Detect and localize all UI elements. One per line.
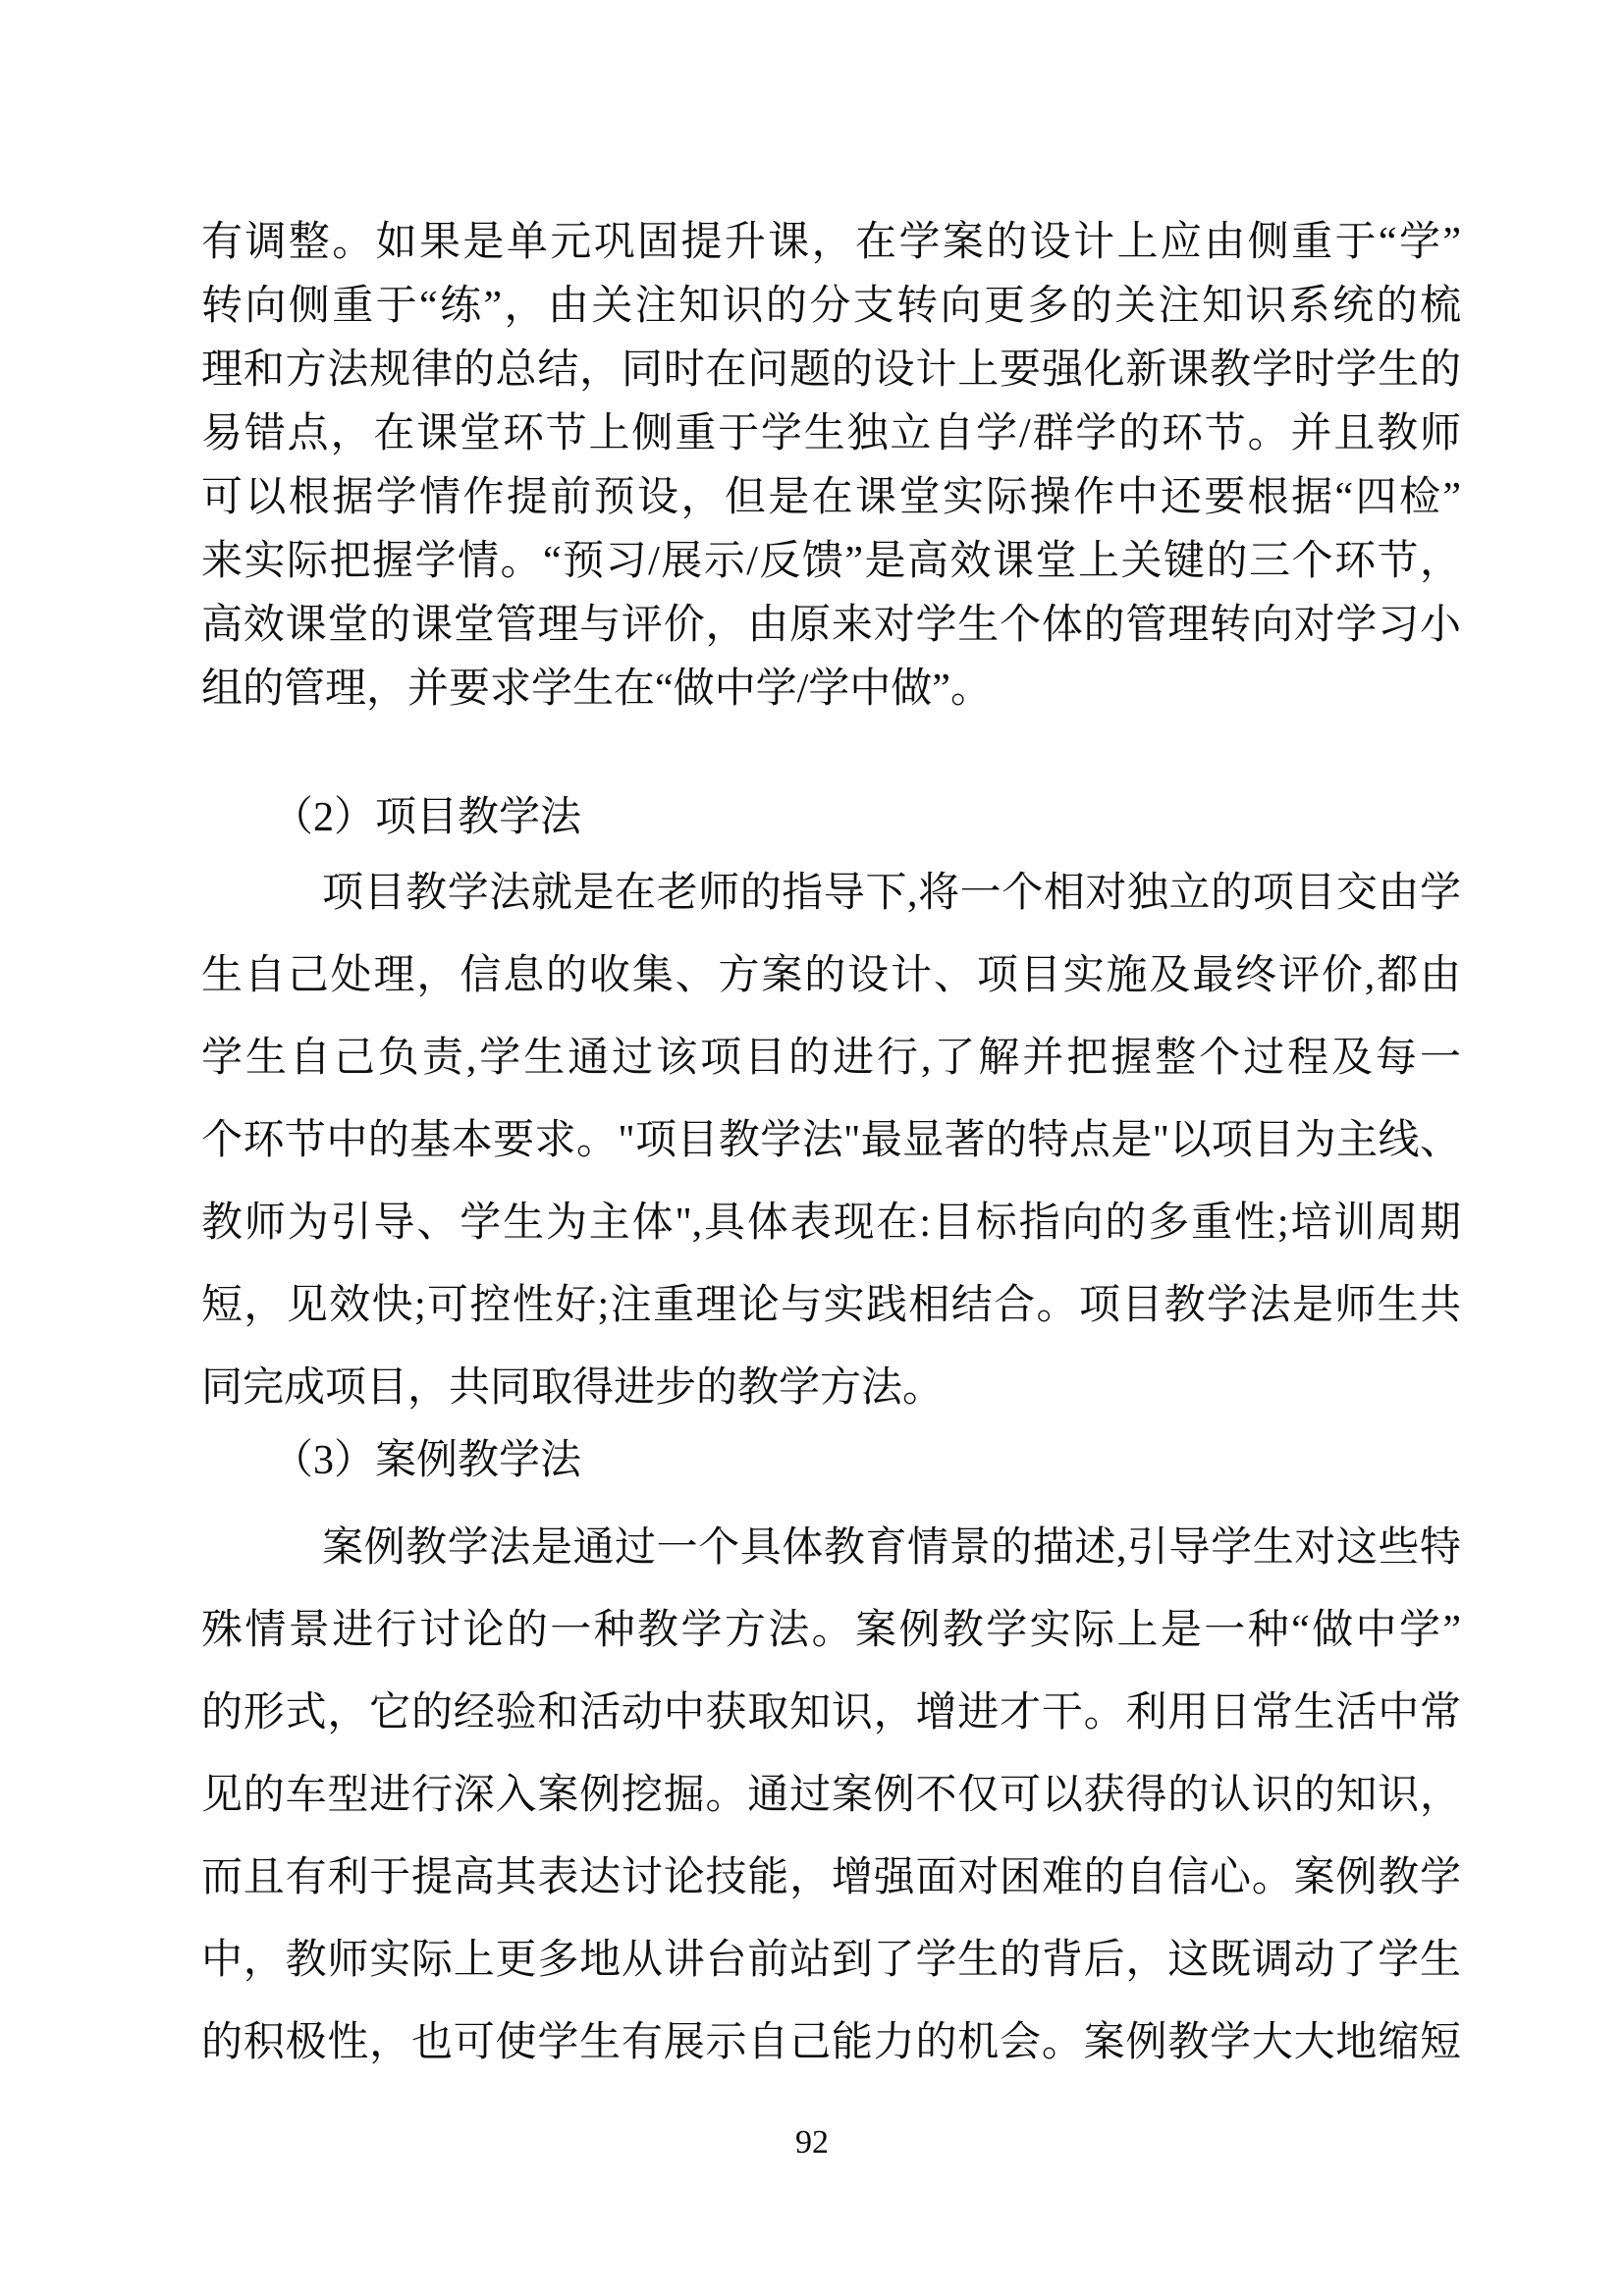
text-line: 组的管理，并要求学生在“做中学/学中做”。 — [201, 667, 992, 712]
section-heading: （2）项目教学法 — [272, 795, 582, 840]
page-footer — [0, 2120, 1624, 2165]
paragraph — [201, 1507, 1461, 2084]
document-body — [201, 211, 1461, 2084]
page-number: 92 — [795, 2124, 829, 2161]
text-line: 同完成项目，共同取得进步的教学方法。 — [201, 1365, 945, 1411]
text-line: 生自己处理，信息的收集、方案的设计、项目实施及最终评价,都由 — [201, 953, 1461, 998]
text-line: 来实际把握学情。“预习/展示/反馈”是高效课堂上关键的三个环节， — [201, 539, 1461, 584]
text-line: 学生自己负责,学生通过该项目的进行,了解并把握整个过程及每一 — [201, 1036, 1461, 1081]
text-line: 短，见效快;可控性好;注重理论与实践相结合。项目教学法是师生共 — [201, 1283, 1461, 1328]
text-line: 项目教学法就是在老师的指导下,将一个相对独立的项目交由学 — [322, 871, 1461, 916]
text-line: 而且有利于提高其表达讨论技能，增强面对困难的自信心。案例教学 — [201, 1855, 1461, 1900]
text-line: 有调整。如果是单元巩固提升课，在学案的设计上应由侧重于“学” — [201, 220, 1461, 265]
text-line: 转向侧重于“练”，由关注知识的分支转向更多的关注知识系统的梳 — [201, 284, 1461, 329]
text-line: 个环节中的基本要求。"项目教学法"最显著的特点是"以项目为主线、 — [201, 1118, 1461, 1163]
text-line: 易错点，在课堂环节上侧重于学生独立自学/群学的环节。并且教师 — [201, 411, 1461, 456]
text-line: 中，教师实际上更多地从讲台前站到了学生的背后，这既调动了学生 — [201, 1938, 1461, 1983]
section-heading: （3）案例教学法 — [272, 1438, 582, 1483]
text-line: 可以根据学情作提前预设，但是在课堂实际操作中还要根据“四检” — [201, 475, 1461, 520]
text-line: 案例教学法是通过一个具体教育情景的描述,引导学生对这些特 — [322, 1525, 1461, 1571]
text-line: 教师为引导、学生为主体",具体表现在:目标指向的多重性;培训周期 — [201, 1201, 1461, 1246]
text-line: 的积极性，也可使学生有展示自己能力的机会。案例教学大大地缩短 — [201, 2020, 1461, 2065]
text-line: 的形式，它的经验和活动中获取知识，增进才干。利用日常生活中常 — [201, 1690, 1461, 1735]
text-line: 见的车型进行深入案例挖掘。通过案例不仅可以获得的认识的知识， — [201, 1773, 1461, 1818]
paragraph — [201, 211, 1461, 721]
text-line: 高效课堂的课堂管理与评价，由原来对学生个体的管理转向对学习小 — [201, 603, 1461, 648]
text-line: 殊情景进行讨论的一种教学方法。案例教学实际上是一种“做中学” — [201, 1608, 1461, 1653]
text-line: 理和方法规律的总结，同时在问题的设计上要强化新课教学时学生的 — [201, 347, 1461, 393]
paragraph — [201, 852, 1461, 1429]
